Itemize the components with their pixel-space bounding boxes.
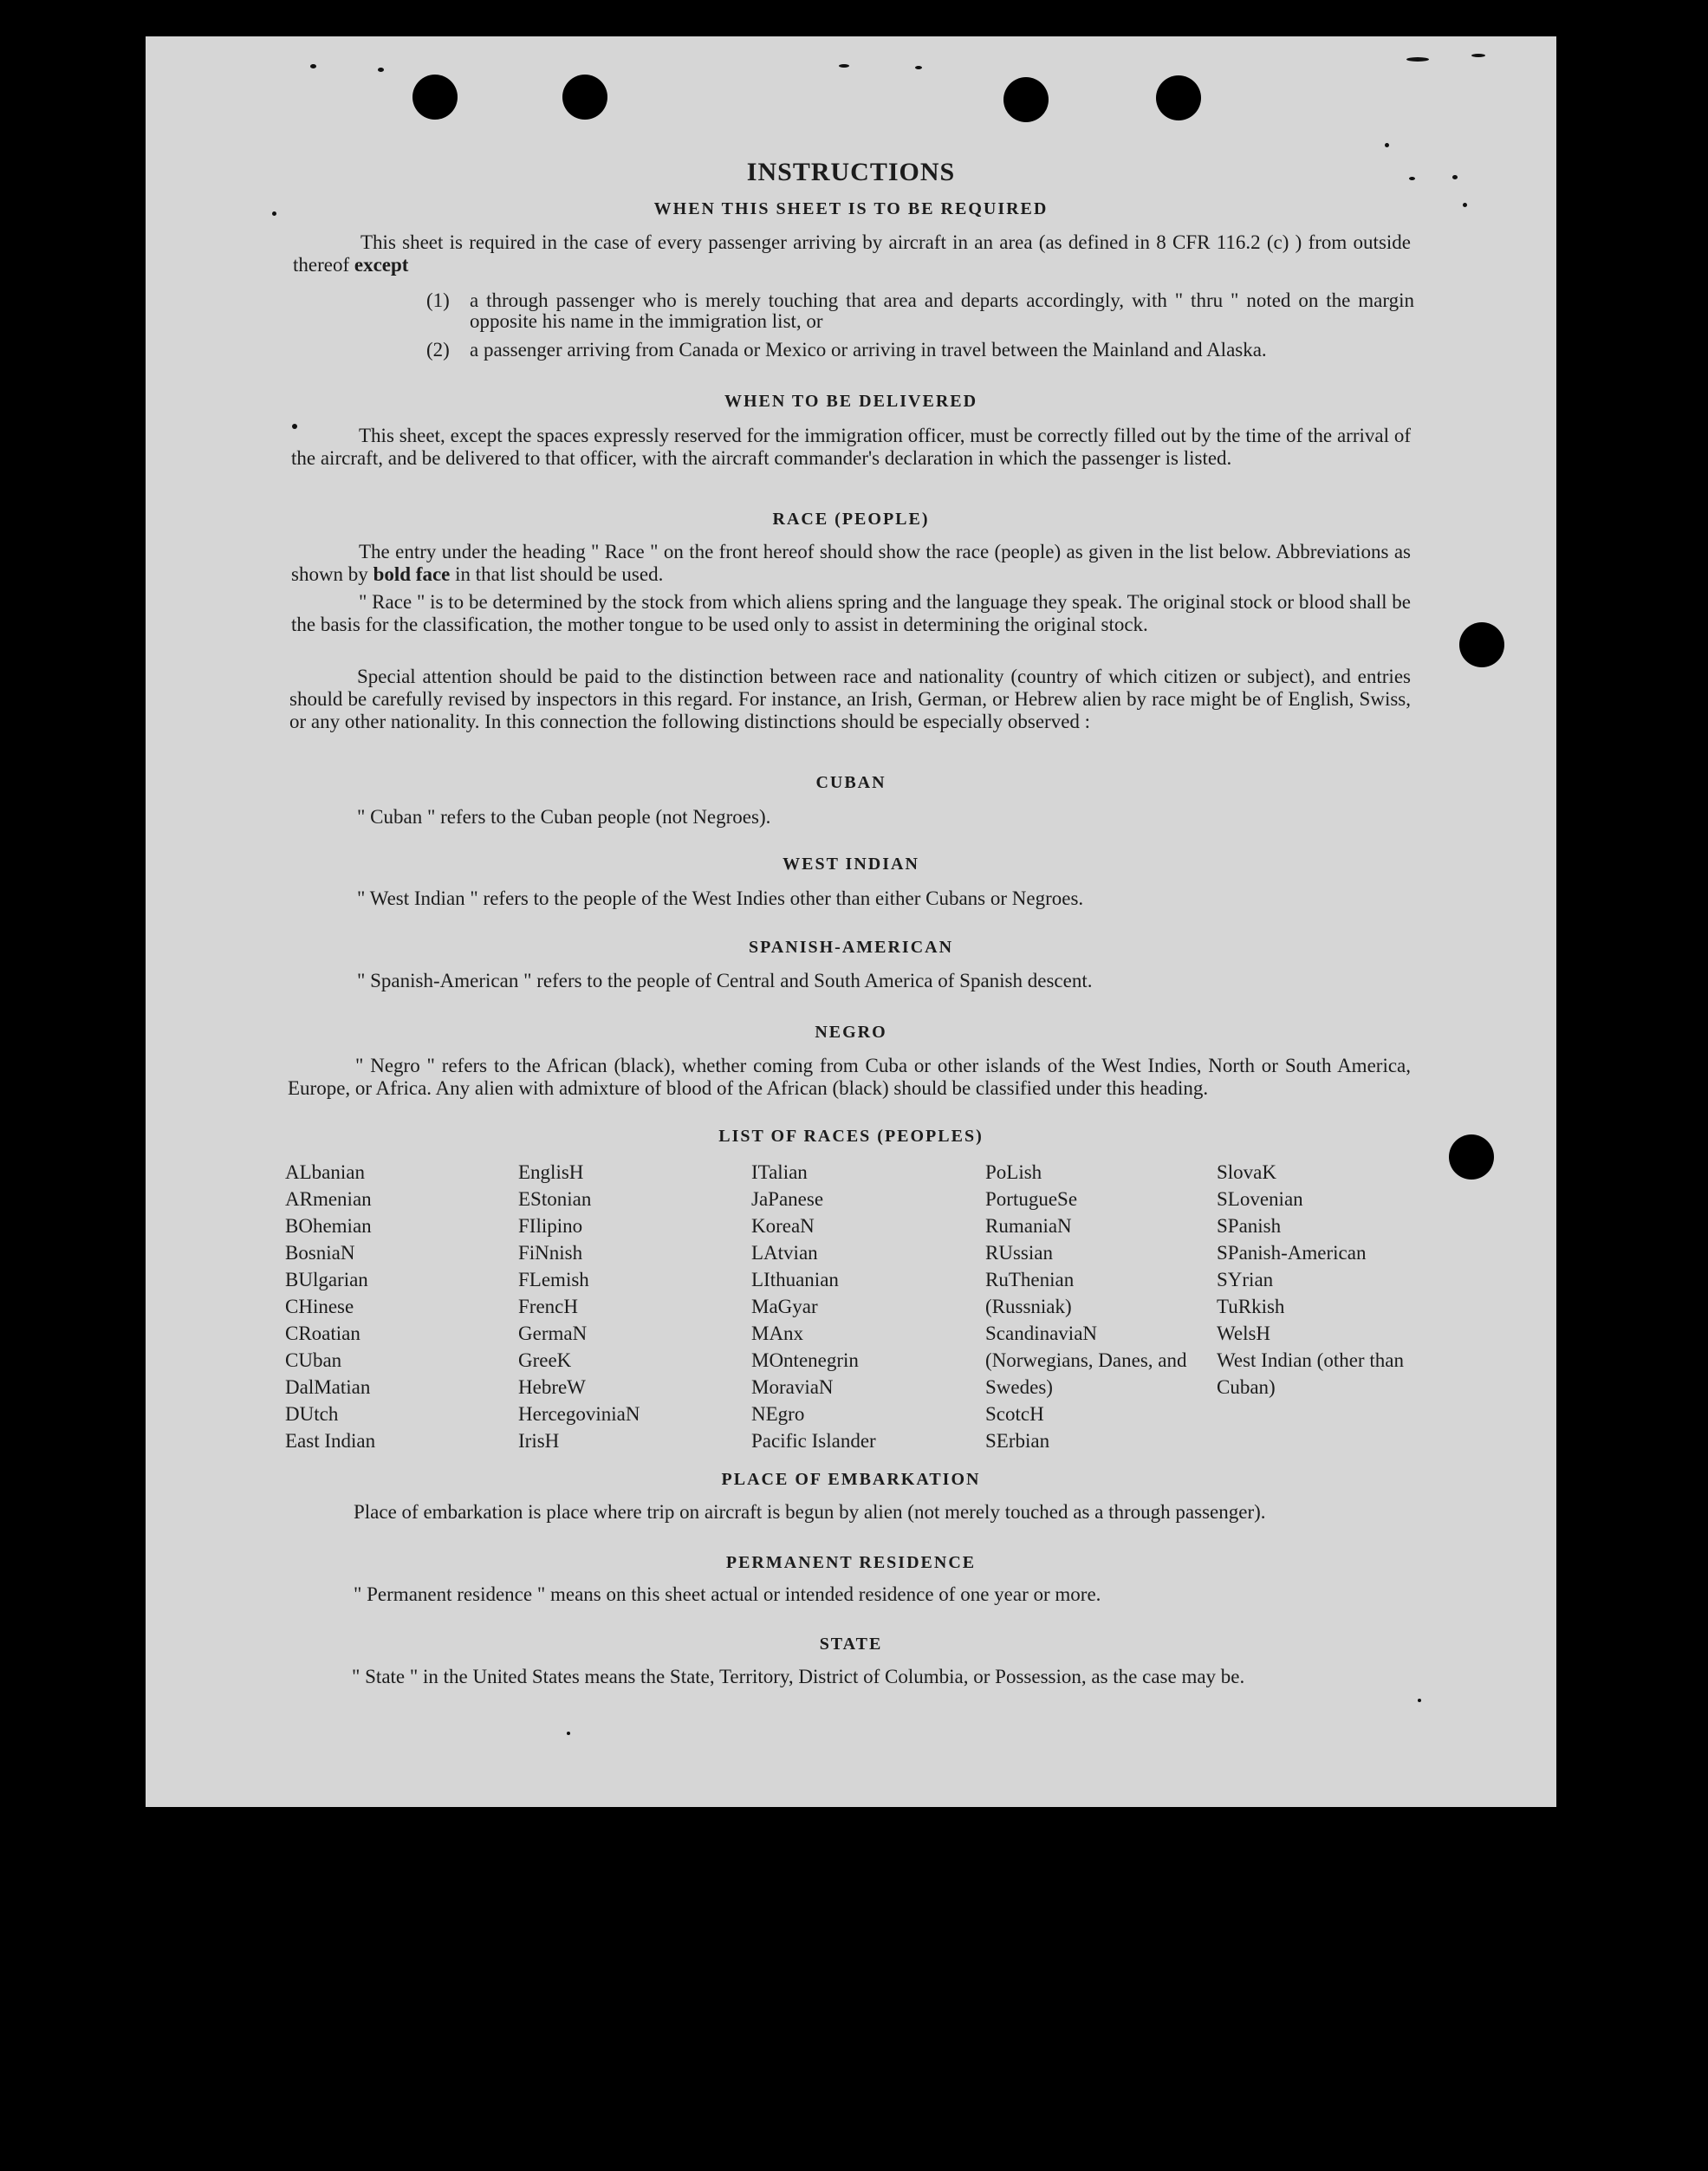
section-heading-races: LIST OF RACES (PEOPLES) bbox=[718, 1127, 984, 1146]
punch-hole bbox=[1459, 622, 1504, 667]
paragraph-residence: " Permanent residence " means on this sheet actual or intended residence of one year or more. bbox=[354, 1583, 1101, 1605]
race-column bbox=[518, 1159, 735, 1454]
section-heading-residence: PERMANENT RESIDENCE bbox=[725, 1553, 977, 1572]
list-item-text: a through passenger who is merely touching that area and departs accordingly, with " thru " noted on the margin opposite his name in the immigration list, or bbox=[470, 289, 1414, 332]
race-item: WelsH bbox=[1217, 1323, 1271, 1344]
paragraph-state: " State " in the United States means the State, Territory, District of Columbia, or Possession, as the case may be. bbox=[352, 1666, 1245, 1687]
paragraph-required-text: This sheet is required in the case of every passenger arriving by aircraft in an area (as defined in 8 CFR 116.2 (c) ) from outside thereof bbox=[293, 231, 1411, 276]
paragraph-delivered: This sheet, except the spaces expressly reserved for the immigration officer, must be correctly filled out by the time of the arrival of the aircraft, and be delivered to that officer, with the aircraft commander's declaration in which the passenger is listed. bbox=[291, 425, 1411, 469]
race-item: MaGyar bbox=[751, 1296, 818, 1317]
race-item: BUlgarian bbox=[285, 1269, 368, 1290]
speck bbox=[1406, 57, 1429, 62]
paragraph-required bbox=[293, 231, 1411, 276]
race-item: FLemish bbox=[518, 1269, 589, 1290]
paragraph-cuban: " Cuban " refers to the Cuban people (not Negroes). bbox=[357, 806, 771, 828]
race-item: RUssian bbox=[985, 1242, 1053, 1264]
speck bbox=[378, 68, 384, 72]
race-item: DalMatian bbox=[285, 1376, 371, 1398]
race-item: NEgro bbox=[751, 1403, 805, 1425]
section-heading-race: RACE (PEOPLE) bbox=[772, 510, 930, 529]
race-item: IrisH bbox=[518, 1430, 560, 1452]
race-item: SYrian bbox=[1217, 1269, 1274, 1290]
race-item: FrencH bbox=[518, 1296, 578, 1317]
speck bbox=[839, 64, 849, 68]
race-item: FIlipino bbox=[518, 1215, 583, 1237]
section-heading-embarkation: PLACE OF EMBARKATION bbox=[721, 1470, 981, 1489]
page-title: INSTRUCTIONS bbox=[746, 158, 956, 186]
race-item: SPanish-American bbox=[1217, 1242, 1367, 1264]
paragraph-race-1-text: The entry under the heading " Race " on the front hereof should show the race (people) as given in the list below. Abbreviations as shown by bbox=[291, 541, 1411, 585]
race-item: BosniaN bbox=[285, 1242, 355, 1264]
section-heading-west-indian: WEST INDIAN bbox=[783, 855, 919, 874]
paragraph-race-3: Special attention should be paid to the distinction between race and nationality (country of which citizen or subject), and entries should be carefully revised by inspectors in this regard. For instance, an Irish, German, or Hebrew alien by race might be of English, Swiss, or any other nationality. In this connection the following distinctions should be especially observed : bbox=[289, 666, 1411, 732]
race-item: FiNnish bbox=[518, 1242, 583, 1264]
race-item: GreeK bbox=[518, 1349, 572, 1371]
paragraph-spanish-american: " Spanish-American " refers to the people of Central and South America of Spanish descent. bbox=[357, 970, 1093, 991]
race-column bbox=[1217, 1159, 1429, 1401]
punch-hole bbox=[562, 75, 607, 120]
race-item: West Indian (other than Cuban) bbox=[1217, 1349, 1404, 1398]
race-item: HebreW bbox=[518, 1376, 586, 1398]
race-item: GermaN bbox=[518, 1323, 588, 1344]
paragraph-required-except: except bbox=[354, 254, 409, 276]
speck bbox=[1385, 143, 1389, 147]
list-item-number: (1) bbox=[426, 289, 450, 311]
list-item-exception-1 bbox=[426, 290, 1414, 334]
race-item: JaPanese bbox=[751, 1188, 824, 1210]
race-item: TuRkish bbox=[1217, 1296, 1285, 1317]
race-item: SlovaK bbox=[1217, 1161, 1276, 1183]
race-item: Pacific Islander bbox=[751, 1430, 876, 1452]
paragraph-race-2: " Race " is to be determined by the stock from which aliens spring and the language they speak. The original stock or blood shall be the basis for the classification, the mother tongue to be used only to assist in determining the original stock. bbox=[291, 591, 1411, 635]
list-item-number: (2) bbox=[426, 339, 450, 361]
section-heading-cuban: CUBAN bbox=[815, 773, 886, 792]
race-item: HercegoviniaN bbox=[518, 1403, 640, 1425]
section-heading-required: WHEN THIS SHEET IS TO BE REQUIRED bbox=[653, 199, 1049, 218]
race-item: LIthuanian bbox=[751, 1269, 839, 1290]
speck bbox=[1418, 1699, 1421, 1702]
document-sheet bbox=[146, 36, 1556, 1807]
race-item: SErbian bbox=[985, 1430, 1050, 1452]
paragraph-negro: " Negro " refers to the African (black), whether coming from Cuba or other islands of the West Indies, North or South America, Europe, or Africa. Any alien with admixture of blood of the African (black) should be classified under this heading. bbox=[288, 1055, 1411, 1099]
race-column bbox=[985, 1159, 1198, 1454]
speck bbox=[567, 1732, 570, 1735]
speck bbox=[1471, 54, 1485, 57]
section-heading-delivered: WHEN TO BE DELIVERED bbox=[724, 392, 978, 411]
race-item: CHinese bbox=[285, 1296, 354, 1317]
section-heading-negro: NEGRO bbox=[815, 1023, 887, 1042]
race-item: EnglisH bbox=[518, 1161, 584, 1183]
paragraph-race-1 bbox=[291, 541, 1411, 586]
punch-hole bbox=[1003, 77, 1049, 122]
speck bbox=[310, 64, 316, 68]
race-item: ScotcH bbox=[985, 1403, 1044, 1425]
section-heading-spanish-american: SPANISH-AMERICAN bbox=[748, 938, 954, 957]
race-item: SLovenian bbox=[1217, 1188, 1303, 1210]
punch-hole bbox=[412, 75, 458, 120]
race-item: SPanish bbox=[1217, 1215, 1282, 1237]
race-column bbox=[751, 1159, 968, 1454]
race-item: CUban bbox=[285, 1349, 342, 1371]
paragraph-race-1-end: in that list should be used. bbox=[455, 563, 664, 585]
race-column bbox=[285, 1159, 502, 1454]
race-item: ITalian bbox=[751, 1161, 808, 1183]
list-item-exception-2 bbox=[426, 340, 1414, 383]
race-item: MOntenegrin bbox=[751, 1349, 859, 1371]
race-item: CRoatian bbox=[285, 1323, 360, 1344]
race-item: East Indian bbox=[285, 1430, 376, 1452]
race-item: RuThenian (Russniak) bbox=[985, 1269, 1075, 1317]
list-item-text: a passenger arriving from Canada or Mexico or arriving in travel between the Mainland and Alaska. bbox=[470, 339, 1267, 361]
race-item: PoLish bbox=[985, 1161, 1042, 1183]
race-item: KoreaN bbox=[751, 1215, 815, 1237]
race-item: ScandinaviaN (Norwegians, Danes, and Swedes) bbox=[985, 1323, 1187, 1398]
race-item: RumaniaN bbox=[985, 1215, 1072, 1237]
paragraph-west-indian: " West Indian " refers to the people of the West Indies other than either Cubans or Negroes. bbox=[357, 887, 1084, 909]
race-list bbox=[285, 1159, 1429, 1453]
section-heading-state: STATE bbox=[819, 1635, 883, 1654]
race-item: BOhemian bbox=[285, 1215, 372, 1237]
race-item: ARmenian bbox=[285, 1188, 372, 1210]
paragraph-embarkation: Place of embarkation is place where trip on aircraft is begun by alien (not merely touched as a through passenger). bbox=[354, 1501, 1266, 1523]
punch-hole bbox=[1156, 75, 1201, 120]
race-item: MoraviaN bbox=[751, 1376, 834, 1398]
race-item: MAnx bbox=[751, 1323, 804, 1344]
race-item: PortugueSe bbox=[985, 1188, 1078, 1210]
paragraph-race-1-bold: bold face bbox=[373, 563, 451, 585]
race-item: DUtch bbox=[285, 1403, 339, 1425]
speck bbox=[915, 66, 922, 69]
race-item: EStonian bbox=[518, 1188, 592, 1210]
race-item: ALbanian bbox=[285, 1161, 365, 1183]
race-item: LAtvian bbox=[751, 1242, 818, 1264]
